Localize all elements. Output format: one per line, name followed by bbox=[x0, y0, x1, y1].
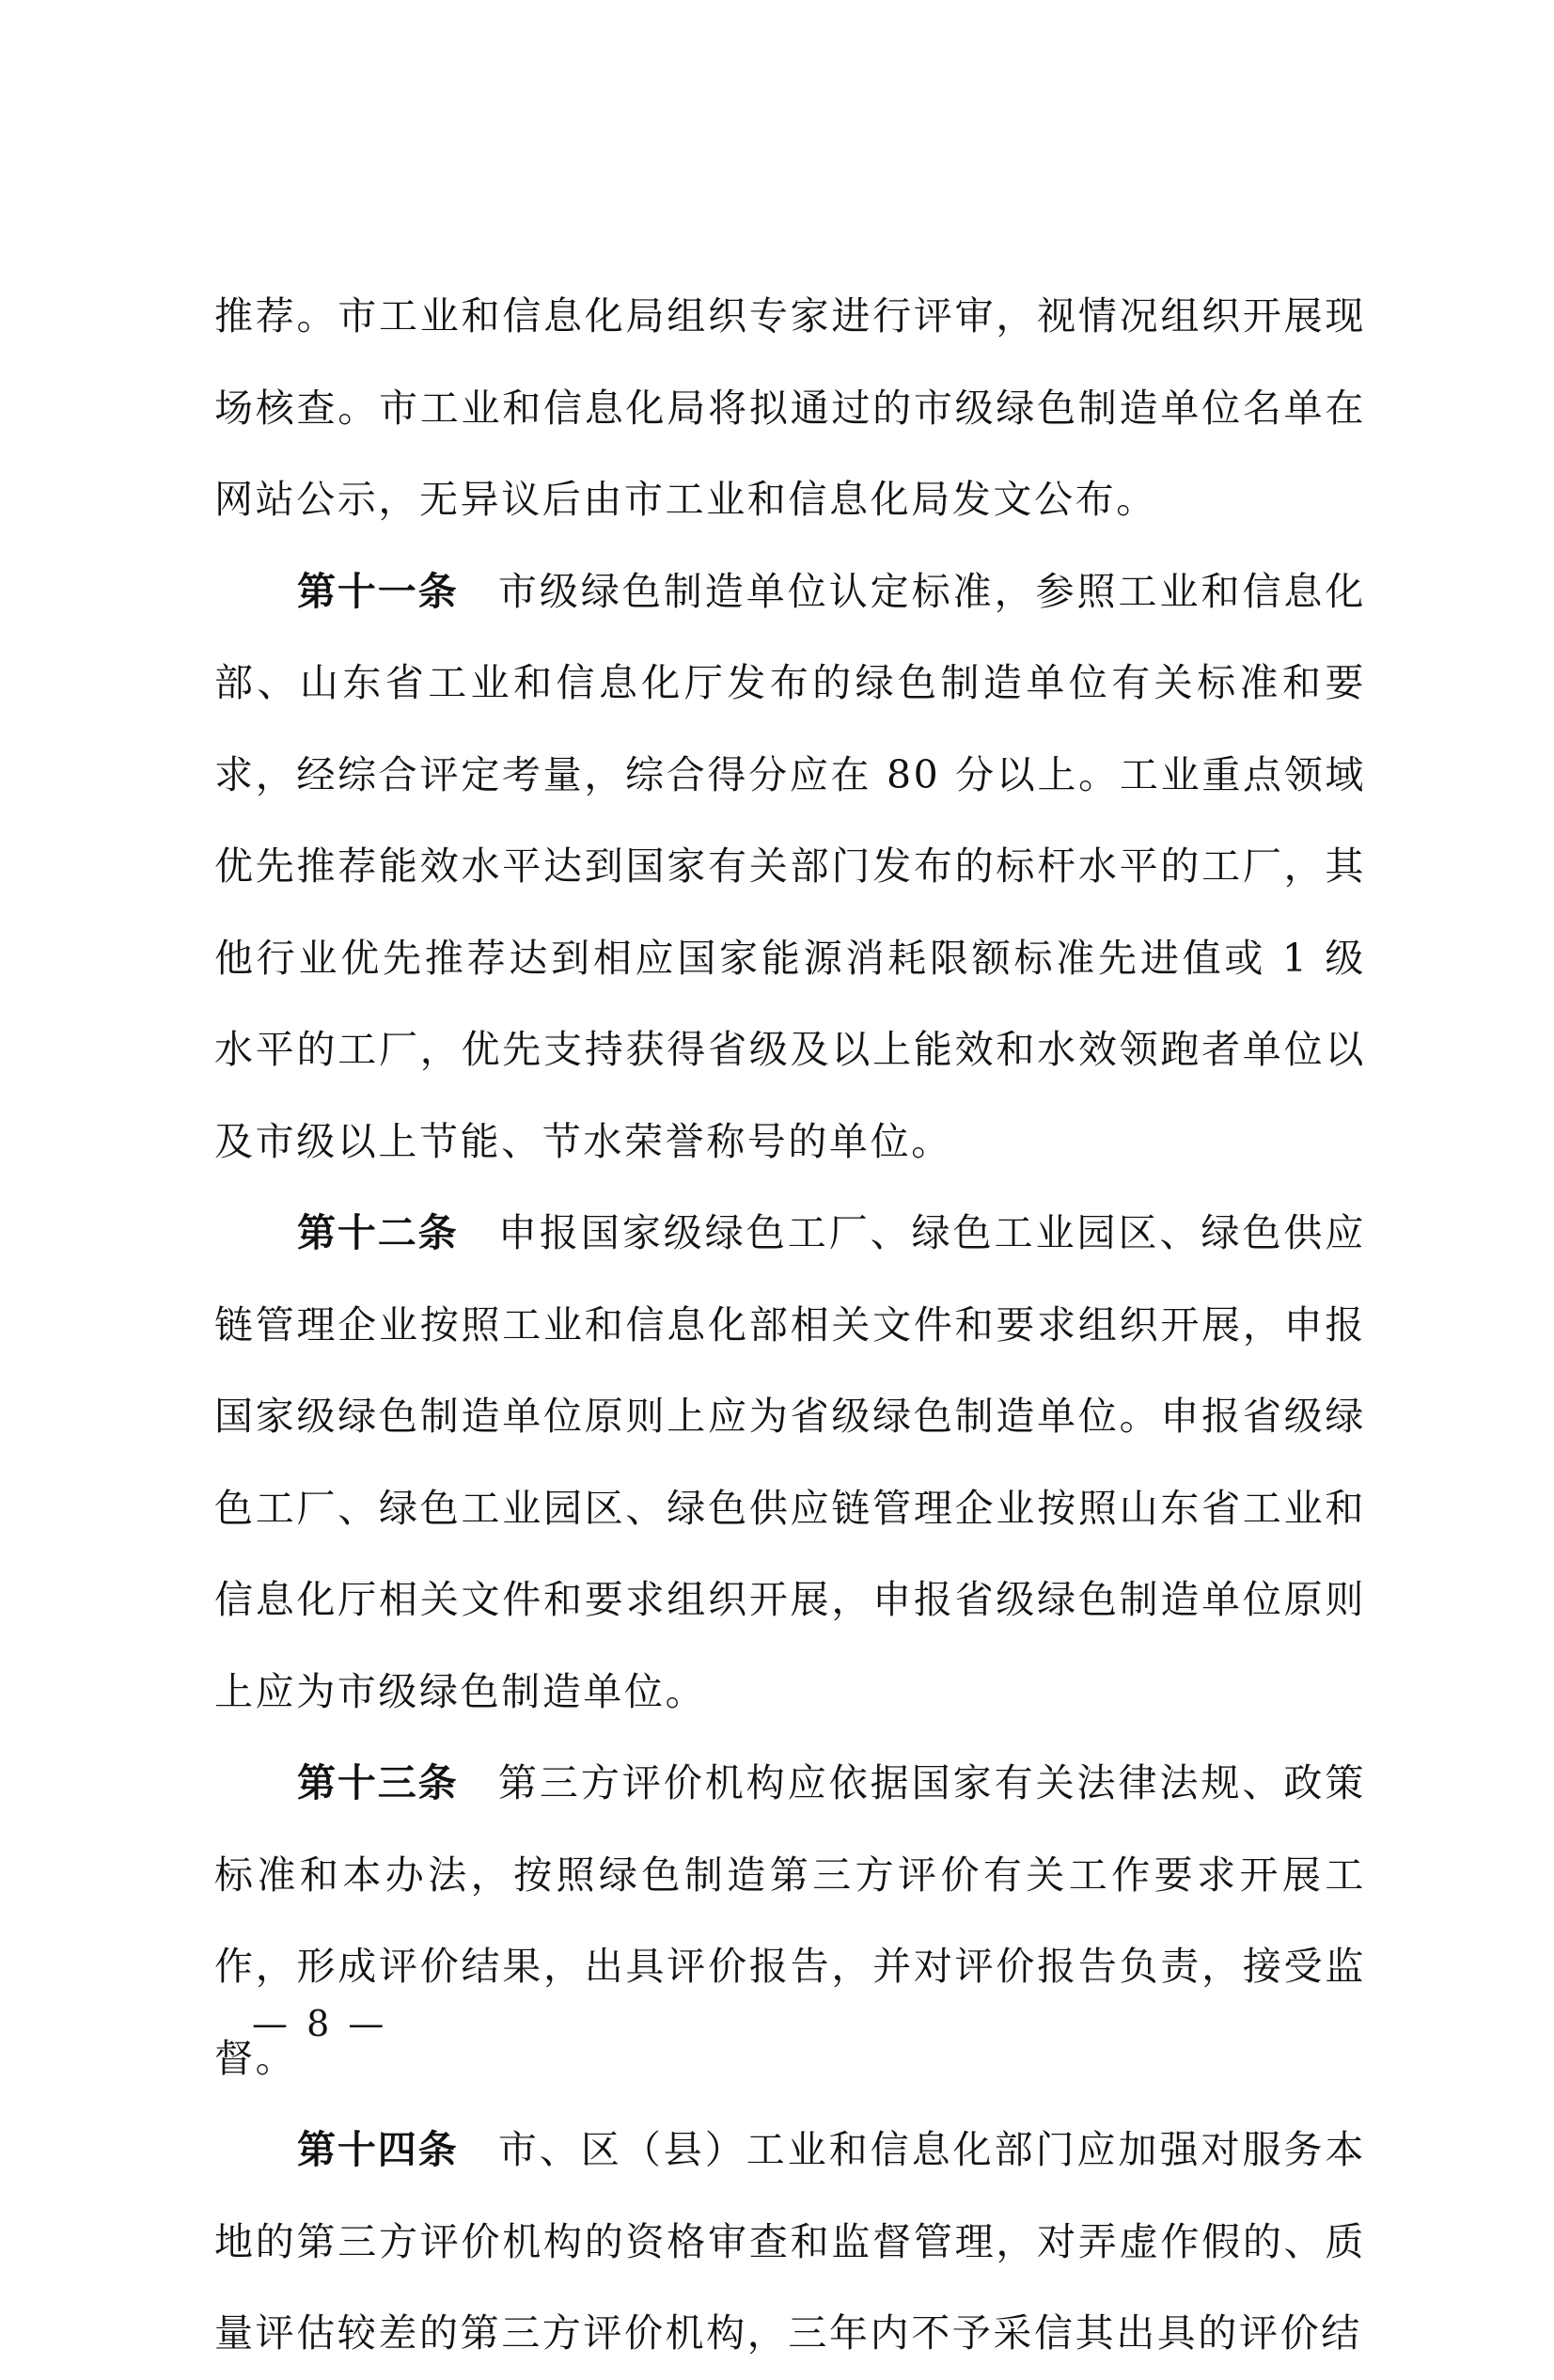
page-number: — 8 — bbox=[252, 2003, 388, 2044]
article-13 bbox=[214, 1738, 1366, 2104]
article-12 bbox=[214, 1188, 1366, 1738]
article-text: 第三方评价机构应依据国家有关法律法规、政策标准和本办法，按照绿色制造第三方评价有关工作要求开展工作，形成评价结果，出具评价报告，并对评价报告负责，接受监督。 bbox=[214, 1760, 1367, 2081]
article-label: 第十一条 bbox=[297, 568, 459, 614]
article-label: 第十三条 bbox=[297, 1760, 459, 1805]
article-text: 市、区（县）工业和信息化部门应加强对服务本地的第三方评价机构的资格审查和监督管理，对弄虚作假的、质量评估较差的第三方评价机构，三年内不予采信其出具的评价结 bbox=[214, 2127, 1367, 2356]
document-body bbox=[214, 271, 1366, 2380]
article-text: 申报国家级绿色工厂、绿色工业园区、绿色供应链管理企业按照工业和信息化部相关文件和要求组织开展，申报国家级绿色制造单位原则上应为省级绿色制造单位。申报省级绿色工厂、绿色工业园区、绿色供应链管理企业按照山东省工业和信息化厅相关文件和要求组织开展，申报省级绿色制造单位原则上应为市级绿色制造单位。 bbox=[214, 1210, 1367, 1714]
article-14 bbox=[214, 2104, 1366, 2380]
paragraph-continuation bbox=[214, 271, 1366, 546]
article-label: 第十二条 bbox=[297, 1210, 459, 1255]
article-label: 第十四条 bbox=[297, 2127, 459, 2172]
article-11 bbox=[214, 546, 1366, 1189]
paragraph-text: 推荐。市工业和信息化局组织专家进行评审，视情况组织开展现场核查。市工业和信息化局将拟通过的市级绿色制造单位名单在网站公示，无异议后由市工业和信息化局发文公布。 bbox=[214, 293, 1366, 522]
article-text: 市级绿色制造单位认定标准，参照工业和信息化部、山东省工业和信息化厅发布的绿色制造单位有关标准和要求，经综合评定考量，综合得分应在 80 分以上。工业重点领域优先推荐能效水平达到国家有关部门发布的标杆水平的工厂，其他行业优先推荐达到相应国家能源消耗限额标准先进值或 1 级水平的工厂，优先支持获得省级及以上能效和水效领跑者单位以及市级以上节能、节水荣誉称号的单位。 bbox=[214, 568, 1367, 1164]
